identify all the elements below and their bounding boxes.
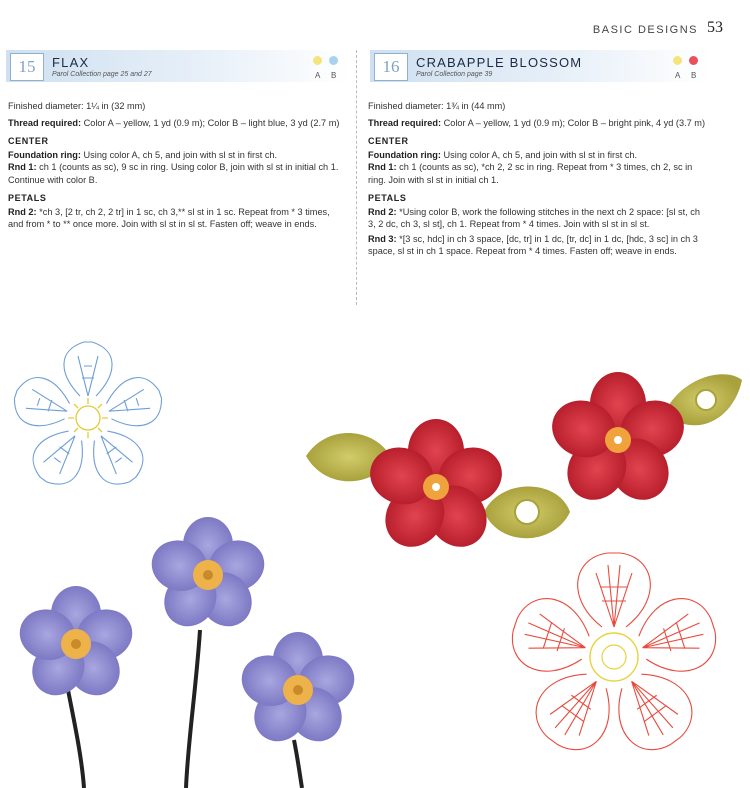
instruction-row: Rnd 1: ch 1 (counts as sc), 9 sc in ring. Using color B, join with sl st in initial ch 1. Continue with color B. (8, 162, 339, 185)
pattern-16-collection: Parol Collection page 39 (416, 71, 493, 78)
instruction-row: Rnd 3: *[3 sc, hdc] in ch 3 space, [dc, tr] in 1 dc, [tr, dc] in 1 dc, [hdc, 3 sc] in ch 3 space, sl st in ch 1 space. Repeat from * 4 times. Fasten off; weave in ends. (368, 233, 698, 256)
instruction-row: Rnd 1: ch 1 (counts as sc), *ch 2, 2 sc in ring. Repeat from * 3 times, ch 2, sc in ring. Join with sl st in initial ch 1. (368, 162, 693, 185)
instruction-row: Rnd 2: *ch 3, [2 tr, ch 2, 2 tr] in 1 sc, ch 3,** sl st in 1 sc. Repeat from * 3 times, and from * to ** once more. Join with sl st in sl st. Fasten off; weave in ends. (8, 206, 330, 229)
pattern-16-number: 16 (374, 53, 408, 81)
thread-required: Thread required: Color A – yellow, 1 yd (0.9 m); Color B – light blue, 3 yd (2.7 m) (8, 117, 340, 128)
flax-flower-photo (13, 586, 139, 706)
leaf-shape (306, 374, 742, 538)
page-number: 53 (707, 19, 723, 36)
color-a-label: A (675, 71, 681, 80)
section-heading: CENTER (368, 136, 409, 146)
crabapple-stitch-chart (504, 553, 724, 762)
pattern-16-title: CRABAPPLE BLOSSOM (416, 55, 583, 70)
finished-diameter: Finished diameter: 1¼ in (32 mm) (8, 101, 146, 111)
running-head: BASIC DESIGNS (592, 24, 698, 36)
instruction-row: Foundation ring: Using color A, ch 5, and join with sl st in first ch. (368, 149, 638, 160)
section-heading: CENTER (8, 136, 49, 146)
section-heading: PETALS (368, 193, 407, 203)
flax-stitch-chart (8, 342, 167, 494)
thread-required: Thread required: Color A – yellow, 1 yd (0.9 m); Color B – bright pink, 4 yd (3.7 m) (368, 117, 706, 128)
flax-flower-photo (145, 517, 271, 637)
color-a-label: A (315, 71, 321, 80)
pattern-15-number: 15 (10, 53, 44, 81)
flax-flower-photo (235, 632, 361, 752)
instruction-row: Rnd 2: *Using color B, work the following stitches in the next ch 2 space: [sl st, ch 3, 2 dc, ch 3, sl st], ch 1. Repeat from * 4 times. Join with sl st in sl st. (368, 206, 700, 229)
crabapple-flower-photo (363, 419, 510, 558)
color-b-label: B (691, 71, 697, 80)
pattern-15-collection: Parol Collection page 25 and 27 (52, 71, 152, 78)
section-heading: PETALS (8, 193, 47, 203)
instruction-row: Foundation ring: Using color A, ch 5, and join with sl st in first ch. (8, 149, 278, 160)
finished-diameter: Finished diameter: 1¾ in (44 mm) (368, 101, 506, 111)
crabapple-flower-photo (545, 372, 692, 511)
color-b-label: B (331, 71, 337, 80)
pattern-15-title: FLAX (52, 55, 90, 70)
